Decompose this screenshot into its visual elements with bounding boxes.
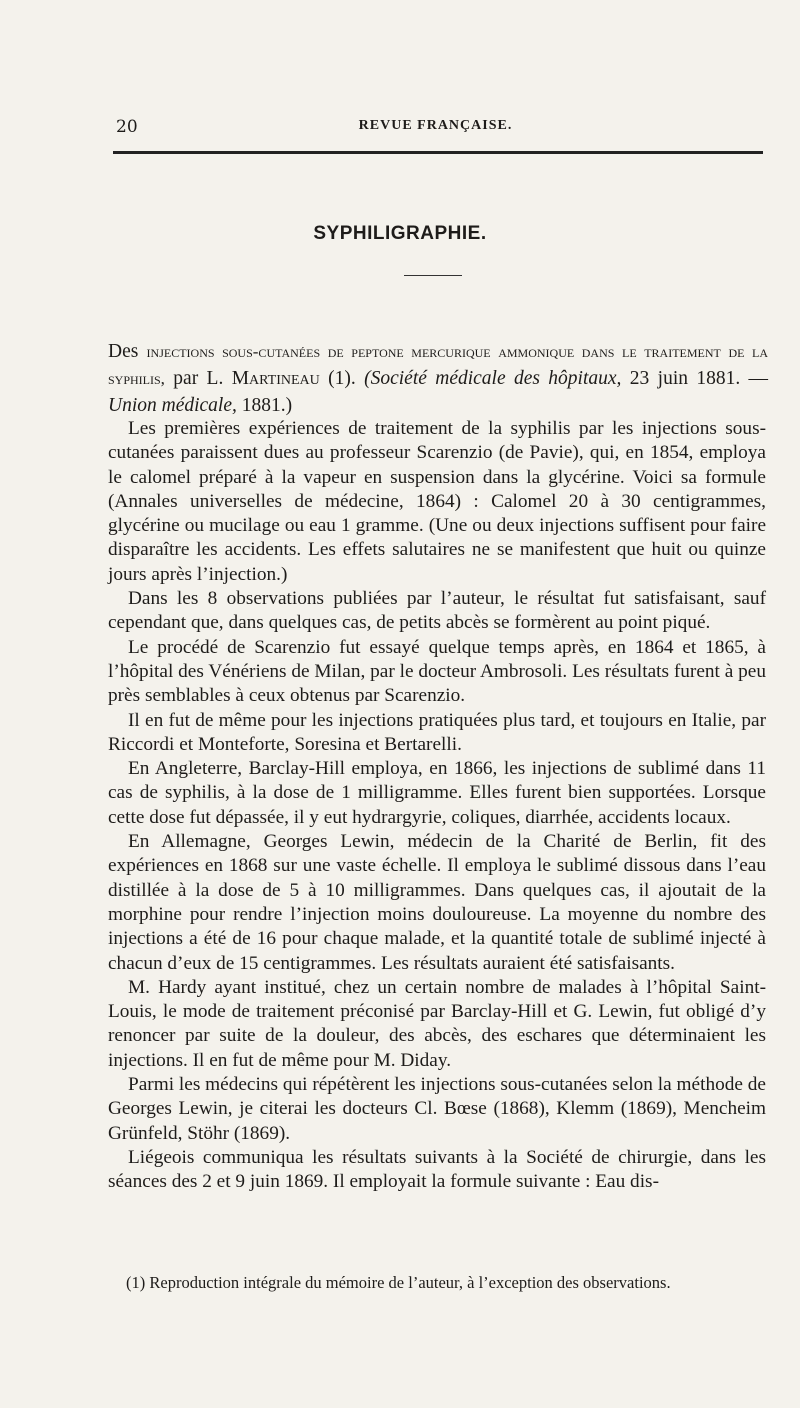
article-author: Martineau: [231, 368, 320, 389]
article-source-1: (Société médicale des hôpitaux,: [364, 368, 622, 389]
article-source-2: Union médicale,: [108, 395, 237, 416]
running-title: REVUE FRANÇAISE.: [358, 118, 513, 133]
paragraph: Liégeois communiqua les résultats suivants à la Société de chirurgie, dans les séances des 2 et 9 juin 1869. Il employait la formule suivante : Eau dis-: [108, 1146, 766, 1193]
running-head: [108, 117, 763, 139]
article-title-par: par L.: [173, 368, 224, 389]
article-source-2-date: 1881.): [241, 395, 293, 416]
article-footnote-ref: (1).: [328, 368, 356, 389]
paragraph: Parmi les médecins qui répétèrent les injections sous-cutanées selon la méthode de Georges Lewin, je citerai les docteurs Cl. Bœse (1868), Klemm (1869), Mencheim Grünfeld, Stöhr (1869).: [108, 1074, 766, 1144]
paragraph: Les premières expériences de traitement de la syphilis par les injections sous-cutanées paraissent dues au professeur Scarenzio (de Pavie), qui, en 1854, employa le calomel préparé à la vapeur en suspension dans la glycérine. Voici sa formule (Annales universelles de médecine, 1864) : Calomel 20 à 30 centigrammes, glycérine ou mucilage ou eau 1 gramme. (Une ou deux injections suffisent pour faire disparaître les accidents. Les effets salutaires ne se manifestent que huit ou quinze jours après l’injection.): [108, 418, 766, 585]
body-text: [108, 417, 766, 1195]
paragraph: Il en fut de même pour les injections pratiquées plus tard, et toujours en Italie, par Riccordi et Monteforte, Soresina et Bertarelli.: [108, 709, 766, 755]
article-title-lead: Des: [108, 341, 139, 362]
article-source-1-date: 23 juin 1881. —: [629, 368, 769, 389]
article-heading: [108, 338, 768, 419]
page-number: 20: [116, 117, 138, 137]
paragraph: Le procédé de Scarenzio fut essayé quelque temps après, en 1864 et 1865, à l’hôpital des Vénériens de Milan, par le docteur Ambrosoli. Les résultats furent à peu près semblables à ceux obtenus par Scarenzio.: [108, 636, 766, 707]
paragraph: En Angleterre, Barclay-Hill employa, en 1866, les injections de sublimé dans 11 cas de syphilis, à la dose de 1 milligramme. Elles furent bien supportées. Lorsque cette dose fut dépassée, il y eut hydrargyrie, coliques, diarrhée, accidents locaux.: [108, 758, 766, 828]
section-title: SYPHILIGRAPHIE.: [313, 223, 487, 244]
paragraph: M. Hardy ayant institué, chez un certain nombre de malades à l’hôpital Saint-Louis, le mode de traitement préconisé par Barclay-Hill et G. Lewin, fut obligé d’y renoncer par suite de la douleur, des abcès, des eschares que déterminaient les injections. Il en fut de même pour M. Diday.: [108, 976, 766, 1071]
paragraph: En Allemagne, Georges Lewin, médecin de la Charité de Berlin, fit des expériences en 1868 sur une vaste échelle. Il employa le sublimé dissous dans l’eau distillée à la dose de 5 à 10 milligrammes. Dans quelques cas, il ajoutait de la morphine pour rendre l’injection moins douloureuse. La moyenne du nombre des injections a été de 16 pour chaque malade, et la quantité totale de sublimé injecté à chacun d’eux de 15 centigrammes. Les résultats auraient été satisfaisants.: [108, 831, 766, 974]
article-title-body: injections sous-cutanées de peptone mercurique ammonique dans le traitement de la syphilis,: [108, 342, 769, 388]
header-rule: [113, 151, 763, 154]
footnote: (1) Reproduction intégrale du mémoire de l’auteur, à l’exception des observations.: [126, 1273, 671, 1292]
paragraph: Dans les 8 observations publiées par l’auteur, le résultat fut satisfaisant, sauf cependant que, dans quelques cas, de petits abcès se formèrent au point piqué.: [108, 588, 766, 634]
section-rule: [404, 275, 462, 276]
